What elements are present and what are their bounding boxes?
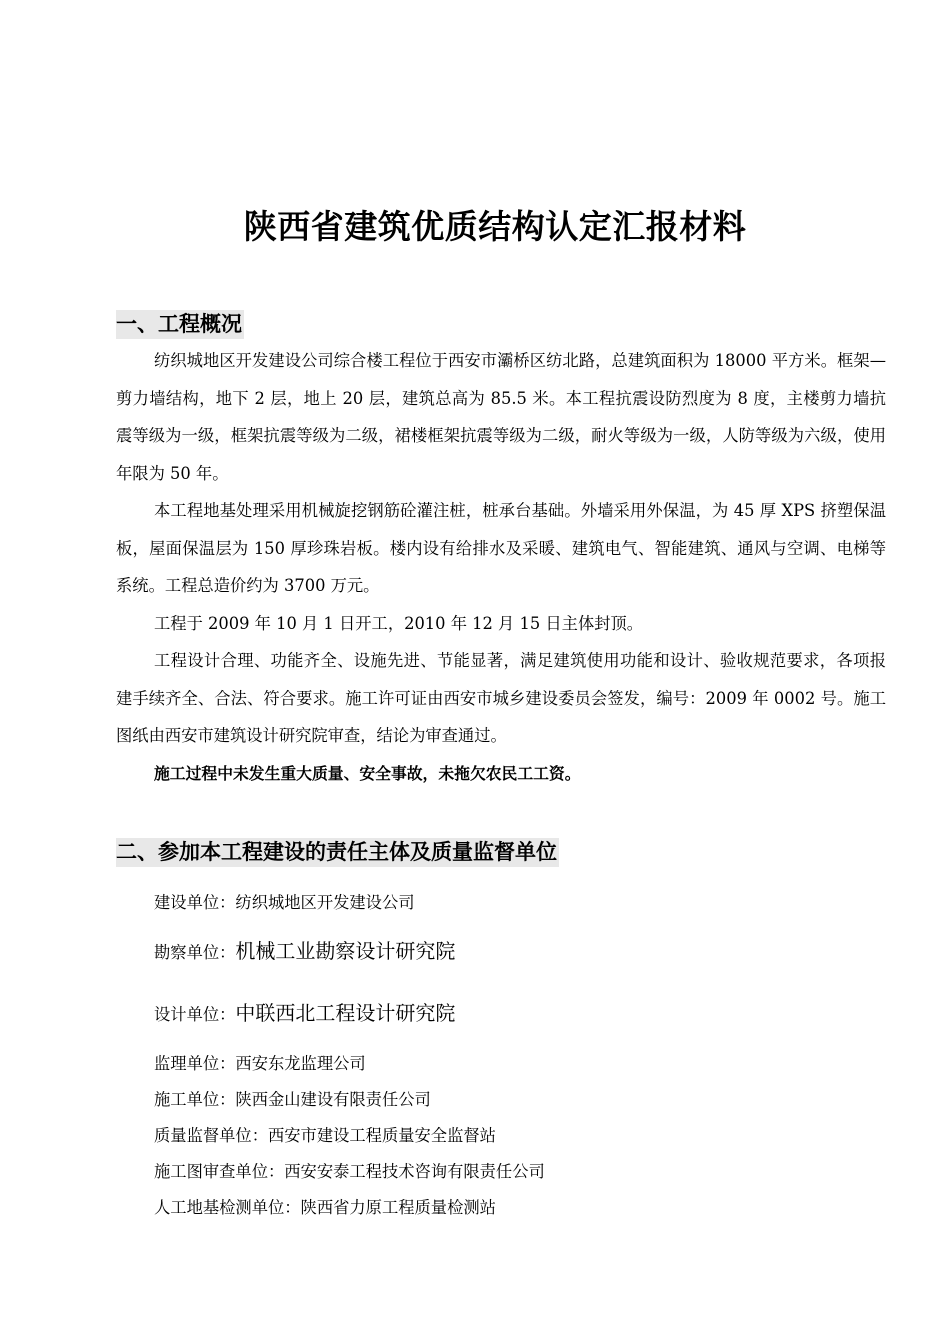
unit-value: 中联西北工程设计研究院 — [235, 1001, 456, 1025]
unit-value: 纺织城地区开发建设公司 — [235, 893, 415, 912]
unit-value: 机械工业勘察设计研究院 — [235, 939, 456, 963]
unit-line-foundation-testing — [154, 1195, 496, 1221]
safety-statement: 施工过程中未发生重大质量、安全事故，未拖欠农民工工资。 — [154, 763, 581, 783]
overview-body — [116, 342, 886, 792]
unit-line-survey — [154, 938, 455, 966]
unit-label: 监理单位： — [154, 1054, 236, 1073]
overview-paragraph: 本工程地基处理采用机械旋挖钢筋砼灌注桩，桩承台基础。外墙采用外保温，为 45 厚 XPS 挤塑保温板，屋面保温层为 150 厚珍珠岩板。楼内设有给排水及采暖、建筑电气、智能建筑、通风与空调、电梯等系统。工程总造价约为 3700 万元。 — [116, 501, 886, 595]
overview-paragraph: 纺织城地区开发建设公司综合楼工程位于西安市灞桥区纺北路，总建筑面积为 18000 平方米。框架—剪力墙结构，地下 2 层，地上 20 层，建筑总高为 85.5 米。本工程抗震设防烈度为 8 度，主楼剪力墙抗震等级为一级，框架抗震等级为二级，裙楼框架抗震等级为二级，耐火等级为一级，人防等级为六级，使用年限为 50 年。 — [116, 351, 886, 483]
unit-value: 陕西金山建设有限责任公司 — [235, 1090, 431, 1109]
unit-label: 施工单位： — [154, 1090, 236, 1109]
unit-line-construction — [154, 890, 415, 916]
unit-value: 西安东龙监理公司 — [235, 1054, 366, 1073]
unit-line-design — [154, 1000, 455, 1028]
unit-label: 质量监督单位： — [154, 1126, 268, 1145]
overview-paragraph: 工程于 2009 年 10 月 1 日开工，2010 年 12 月 15 日主体封顶。 — [154, 613, 644, 633]
unit-line-quality-supervision — [154, 1123, 496, 1149]
unit-label: 建设单位： — [154, 893, 236, 912]
section-heading-overview: 一、工程概况 — [116, 310, 244, 339]
unit-label: 人工地基检测单位： — [154, 1198, 301, 1217]
unit-line-contractor — [154, 1087, 431, 1113]
unit-line-drawing-review — [154, 1159, 545, 1185]
unit-label: 施工图审查单位： — [154, 1162, 285, 1181]
unit-line-supervision — [154, 1051, 366, 1077]
unit-label: 设计单位： — [154, 1005, 236, 1024]
unit-value: 西安安泰工程技术咨询有限责任公司 — [284, 1162, 545, 1181]
overview-paragraph: 工程设计合理、功能齐全、设施先进、节能显著，满足建筑使用功能和设计、验收规范要求，各项报建手续齐全、合法、符合要求。施工许可证由西安市城乡建设委员会签发，编号：2009 年 0002 号。施工图纸由西安市建筑设计研究院审查，结论为审查通过。 — [116, 651, 886, 745]
document-title: 陕西省建筑优质结构认定汇报材料 — [243, 207, 747, 246]
unit-label: 勘察单位： — [154, 943, 236, 962]
unit-value: 西安市建设工程质量安全监督站 — [267, 1126, 496, 1145]
section-heading-parties: 二、参加本工程建设的责任主体及质量监督单位 — [116, 838, 559, 867]
unit-value: 陕西省力原工程质量检测站 — [300, 1198, 496, 1217]
